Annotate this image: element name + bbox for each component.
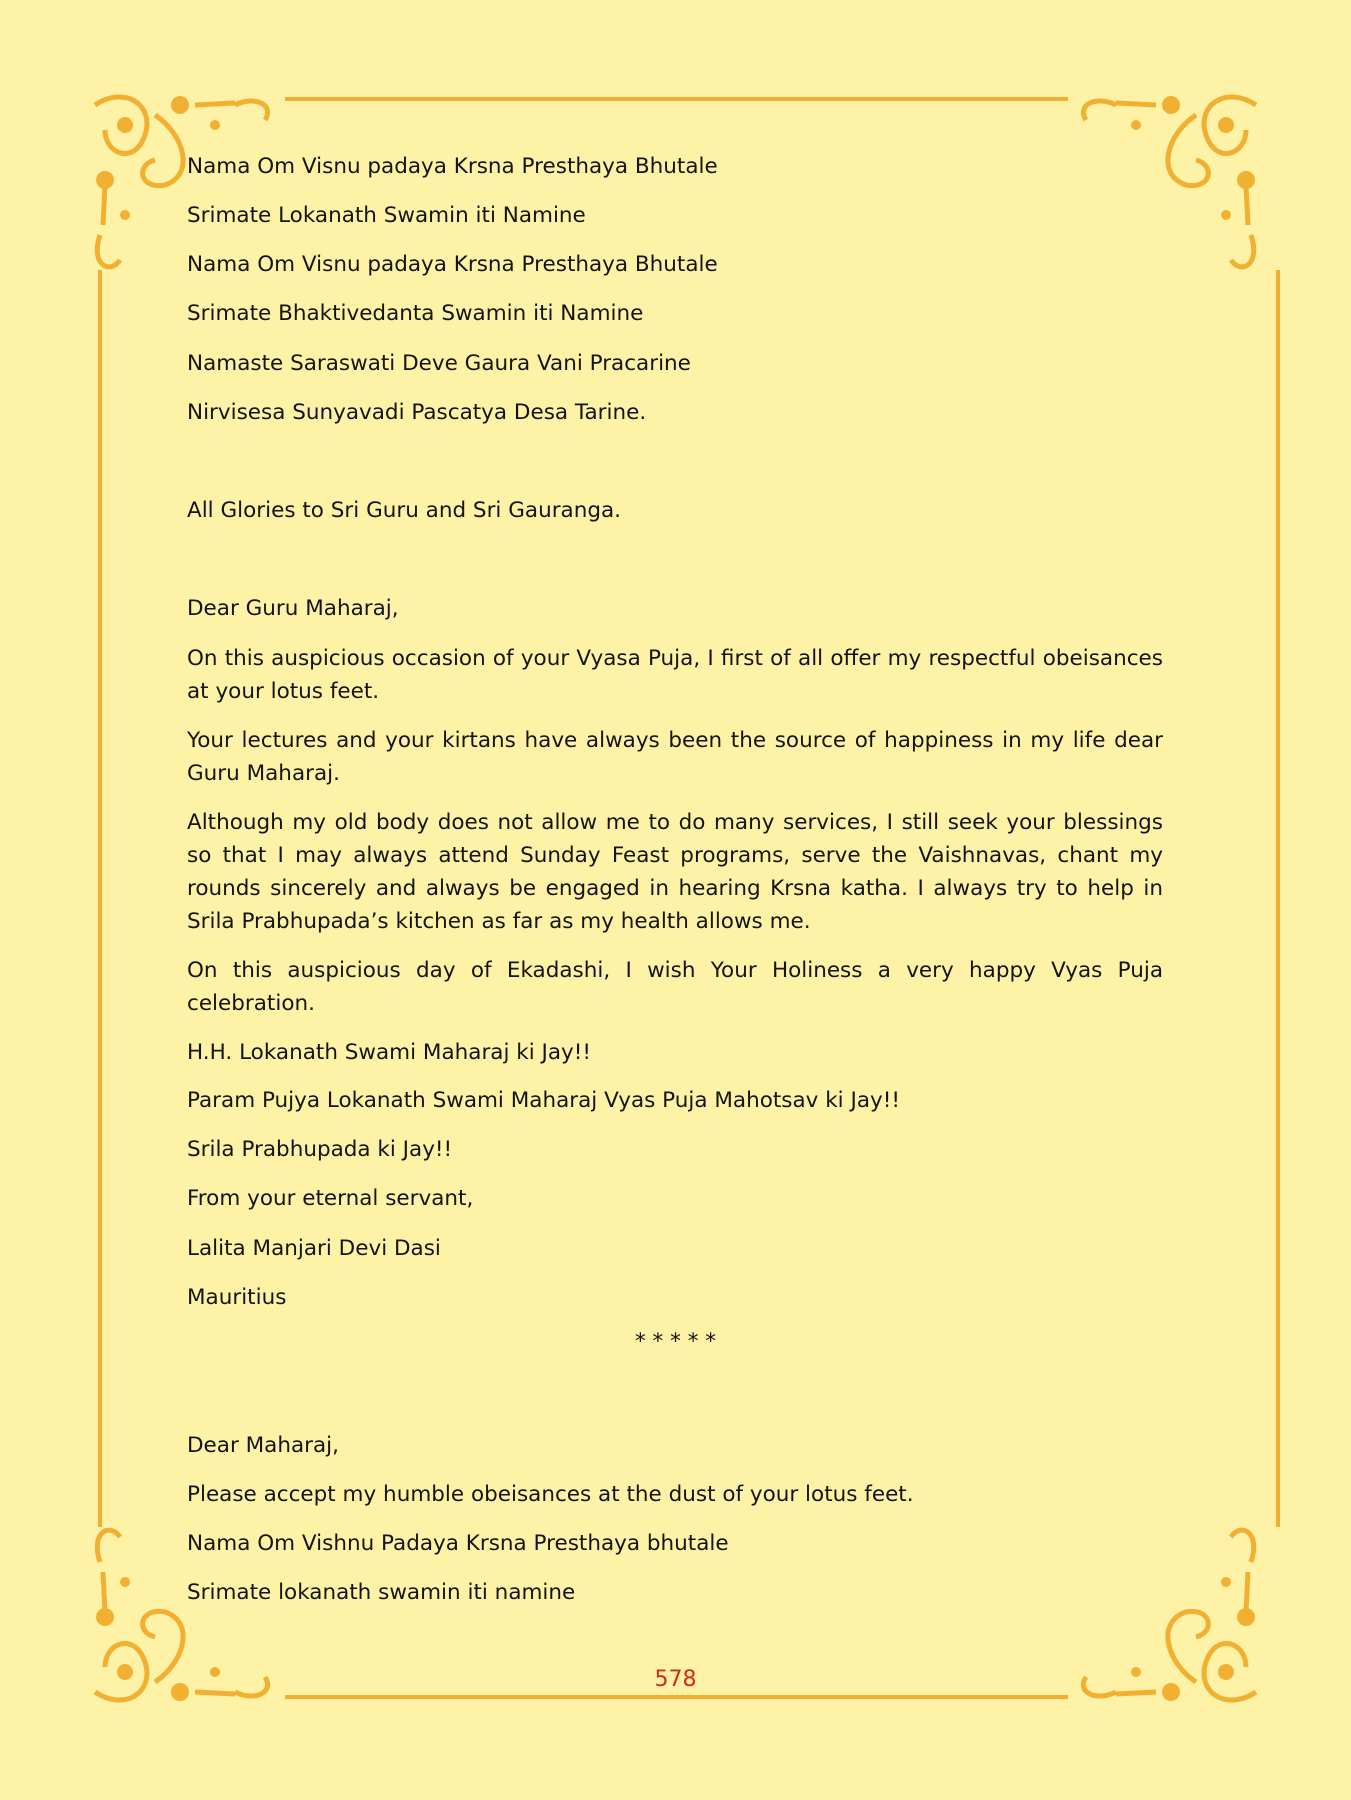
jay-line: Srila Prabhupada ki Jay!! <box>187 1137 453 1162</box>
signature-name: Lalita Manjari Devi Dasi <box>187 1236 441 1261</box>
letter-line: Srimate lokanath swamin iti namine <box>187 1580 576 1605</box>
jay-line: H.H. Lokanath Swami Maharaj ki Jay!! <box>187 1040 592 1065</box>
mantra-line: Srimate Bhaktivedanta Swamin iti Namine <box>187 301 644 326</box>
page-number: 578 <box>654 1667 697 1692</box>
letter-paragraph: Your lectures and your kirtans have always been the source of happiness in my life dear Guru Maharaj. <box>187 728 1163 786</box>
mantra-line: Srimate Lokanath Swamin iti Namine <box>187 203 586 228</box>
mantra-line: Nama Om Visnu padaya Krsna Presthaya Bhutale <box>187 252 718 277</box>
closing: From your eternal servant, <box>187 1186 474 1211</box>
border-bottom <box>285 1695 1068 1699</box>
letter-line: Nama Om Vishnu Padaya Krsna Presthaya bhutale <box>187 1531 729 1556</box>
separator: * * * * * <box>634 1329 717 1354</box>
letter-paragraph: On this auspicious occasion of your Vyasa Puja, I first of all offer my respectful obeisances at your lotus feet. <box>187 646 1163 704</box>
glories-line: All Glories to Sri Guru and Sri Gauranga. <box>187 498 621 523</box>
letter-line: Please accept my humble obeisances at the dust of your lotus feet. <box>187 1482 914 1507</box>
letter-paragraph: On this auspicious day of Ekadashi, I wish Your Holiness a very happy Vyas Puja celebration. <box>187 958 1163 1016</box>
mantra-line: Namaste Saraswati Deve Gaura Vani Pracarine <box>187 351 691 376</box>
salutation: Dear Maharaj, <box>187 1433 339 1458</box>
signature-place: Mauritius <box>187 1285 287 1310</box>
mantra-line: Nirvisesa Sunyavadi Pascatya Desa Tarine. <box>187 400 647 425</box>
jay-line: Param Pujya Lokanath Swami Maharaj Vyas Puja Mahotsav ki Jay!! <box>187 1088 900 1113</box>
border-top <box>285 97 1068 101</box>
letter-paragraph: Although my old body does not allow me to do many services, I still seek your blessings so that I may always attend Sunday Feast programs, serve the Vaishnavas, chant my rounds sincerely and always be engaged in hearing Krsna katha. I always try to help in Srila Prabhupada’s kitchen as far as my health allows me. <box>187 810 1163 934</box>
salutation: Dear Guru Maharaj, <box>187 596 399 621</box>
mantra-line: Nama Om Visnu padaya Krsna Presthaya Bhutale <box>187 154 718 179</box>
